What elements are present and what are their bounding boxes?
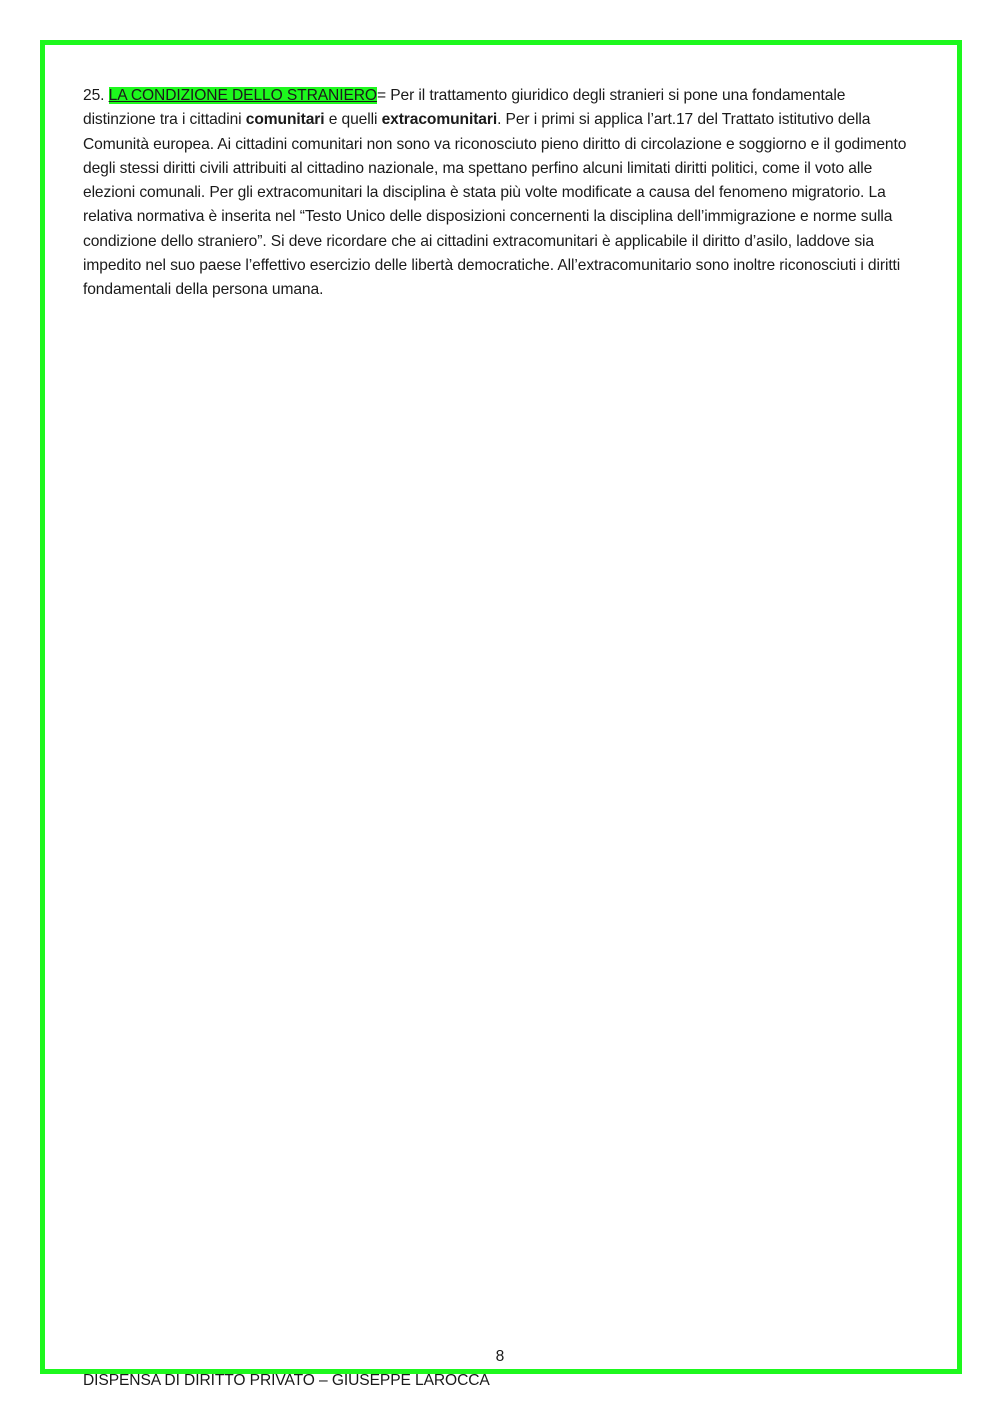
footer-text: DISPENSA DI DIRITTO PRIVATO – GIUSEPPE LAROCCA	[83, 1372, 490, 1389]
document-body	[83, 84, 918, 303]
paragraph-condizione-straniero	[83, 84, 918, 303]
section-number: 25.	[83, 87, 109, 104]
section-heading: LA CONDIZIONE DELLO STRANIERO	[108, 87, 377, 104]
page-number: 8	[495, 1348, 505, 1365]
bold-term-extracomunitari: extracomunitari	[381, 111, 498, 129]
paragraph-text: . Per i primi si applica l’art.17 del Trattato istitutivo della Comunità europea. Ai cittadini comunitari non sono va riconosciuto pieno diritto di circolazione e soggiorno e il godimento degli stessi diritti civili attribuiti al cittadino nazionale, ma spettano perfino alcuni limitati diritti politici, come il voto alle elezioni comunali. Per gli extracomunitari la disciplina è stata più volte modificate a causa del fenomeno migratorio. La relativa normativa è inserita nel “Testo Unico delle disposizioni concernenti la disciplina dell’immigrazione e norme sulla condizione dello straniero”. Si deve ricordare che ai cittadini extracomunitari è applicabile il diritto d’asilo, laddove sia impedito nel suo paese l’effettivo esercizio delle libertà democratiche. All’extracomunitario sono inoltre riconosciuti i diritti fondamentali della persona umana.	[83, 111, 907, 299]
paragraph-text: = Per il trattamento giuridico degli stranieri si pone una fondamentale distinzione tra i cittadini	[83, 87, 846, 129]
bold-term-comunitari: comunitari	[245, 111, 325, 129]
paragraph-text: e quelli	[324, 111, 382, 129]
